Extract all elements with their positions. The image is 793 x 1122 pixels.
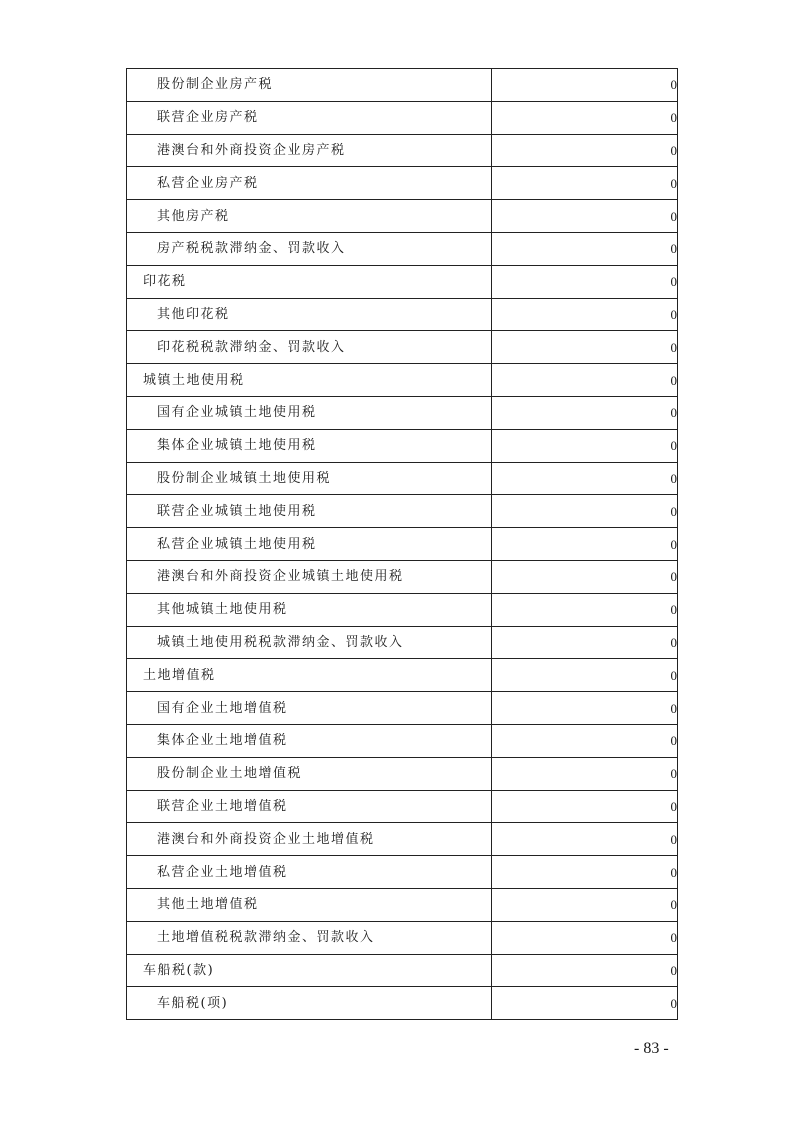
row-label: 其他房产税 [157,208,230,224]
row-label-cell [127,462,492,495]
row-label-cell [127,232,492,265]
row-label: 股份制企业房产税 [157,77,274,93]
row-value: 0 [492,954,678,987]
row-value: 0 [492,921,678,954]
table-row [127,593,678,626]
row-label-cell [127,396,492,429]
row-label: 私营企业土地增值税 [157,864,288,880]
row-value: 0 [492,593,678,626]
row-value: 0 [492,232,678,265]
row-label-cell [127,987,492,1020]
row-value: 0 [492,69,678,102]
row-value: 0 [492,987,678,1020]
row-label: 集体企业土地增值税 [157,733,288,749]
table-row [127,462,678,495]
table-row [127,495,678,528]
row-value: 0 [492,462,678,495]
row-label-cell [127,659,492,692]
table-row [127,134,678,167]
row-label: 私营企业房产税 [157,175,259,191]
row-label: 联营企业土地增值税 [157,798,288,814]
row-label-cell [127,888,492,921]
table-row [127,921,678,954]
row-value: 0 [492,626,678,659]
row-label-cell [127,101,492,134]
table-row [127,954,678,987]
table-row [127,265,678,298]
row-label: 城镇土地使用税税款滞纳金、罚款收入 [157,634,404,650]
row-label: 国有企业土地增值税 [157,700,288,716]
row-label-cell [127,429,492,462]
row-label: 联营企业城镇土地使用税 [157,503,317,519]
table-row [127,560,678,593]
row-value: 0 [492,429,678,462]
row-value: 0 [492,659,678,692]
row-value: 0 [492,724,678,757]
table-row [127,823,678,856]
row-value: 0 [492,790,678,823]
table-row [127,856,678,889]
row-value: 0 [492,823,678,856]
row-label: 港澳台和外商投资企业房产税 [157,142,346,158]
row-label: 其他印花税 [157,306,230,322]
row-label-cell [127,528,492,561]
row-label-cell [127,364,492,397]
row-value: 0 [492,167,678,200]
row-label-cell [127,298,492,331]
row-label: 港澳台和外商投资企业城镇土地使用税 [157,569,404,585]
row-label-cell [127,167,492,200]
row-label: 国有企业城镇土地使用税 [157,405,317,421]
row-label: 私营企业城镇土地使用税 [157,536,317,552]
row-label: 集体企业城镇土地使用税 [157,438,317,454]
row-label-cell [127,495,492,528]
row-value: 0 [492,528,678,561]
row-value: 0 [492,331,678,364]
row-label: 印花税税款滞纳金、罚款收入 [157,339,346,355]
row-label-cell [127,823,492,856]
row-label-cell [127,921,492,954]
row-value: 0 [492,888,678,921]
row-value: 0 [492,856,678,889]
row-label: 车船税(款) [143,962,215,978]
row-label-cell [127,331,492,364]
table-row [127,692,678,725]
row-label-cell [127,626,492,659]
row-label: 股份制企业城镇土地使用税 [157,470,332,486]
row-label: 车船税(项) [157,995,229,1011]
row-label: 印花税 [143,274,187,290]
row-value: 0 [492,265,678,298]
row-value: 0 [492,692,678,725]
row-value: 0 [492,134,678,167]
row-label: 港澳台和外商投资企业土地增值税 [157,831,375,847]
row-label-cell [127,790,492,823]
table-row [127,298,678,331]
table-row [127,429,678,462]
table-row [127,101,678,134]
row-label: 股份制企业土地增值税 [157,766,303,782]
table-row [127,659,678,692]
table-row [127,757,678,790]
table-row [127,987,678,1020]
row-value: 0 [492,200,678,233]
row-label-cell [127,954,492,987]
row-value: 0 [492,364,678,397]
table-row [127,364,678,397]
row-label-cell [127,69,492,102]
row-label-cell [127,560,492,593]
row-value: 0 [492,495,678,528]
row-value: 0 [492,298,678,331]
row-label: 其他土地增值税 [157,897,259,913]
table-body [127,69,678,1020]
row-value: 0 [492,560,678,593]
row-value: 0 [492,396,678,429]
table-row [127,528,678,561]
row-label-cell [127,265,492,298]
row-label: 城镇土地使用税 [143,372,245,388]
row-label-cell [127,134,492,167]
row-label-cell [127,200,492,233]
table-row [127,790,678,823]
row-label-cell [127,692,492,725]
row-label-cell [127,724,492,757]
tax-revenue-table [126,68,678,1020]
table-row [127,396,678,429]
row-label-cell [127,593,492,626]
table-row [127,232,678,265]
table-row [127,724,678,757]
row-value: 0 [492,757,678,790]
table-row [127,626,678,659]
table-row [127,200,678,233]
row-label: 其他城镇土地使用税 [157,602,288,618]
row-value: 0 [492,101,678,134]
row-label-cell [127,757,492,790]
page-number: - 83 - [634,1040,669,1057]
table-row [127,69,678,102]
row-label-cell [127,856,492,889]
row-label: 联营企业房产税 [157,110,259,126]
table-row [127,888,678,921]
row-label: 房产税税款滞纳金、罚款收入 [157,241,346,257]
table-row [127,167,678,200]
row-label: 土地增值税 [143,667,216,683]
row-label: 土地增值税税款滞纳金、罚款收入 [157,930,375,946]
table-row [127,331,678,364]
